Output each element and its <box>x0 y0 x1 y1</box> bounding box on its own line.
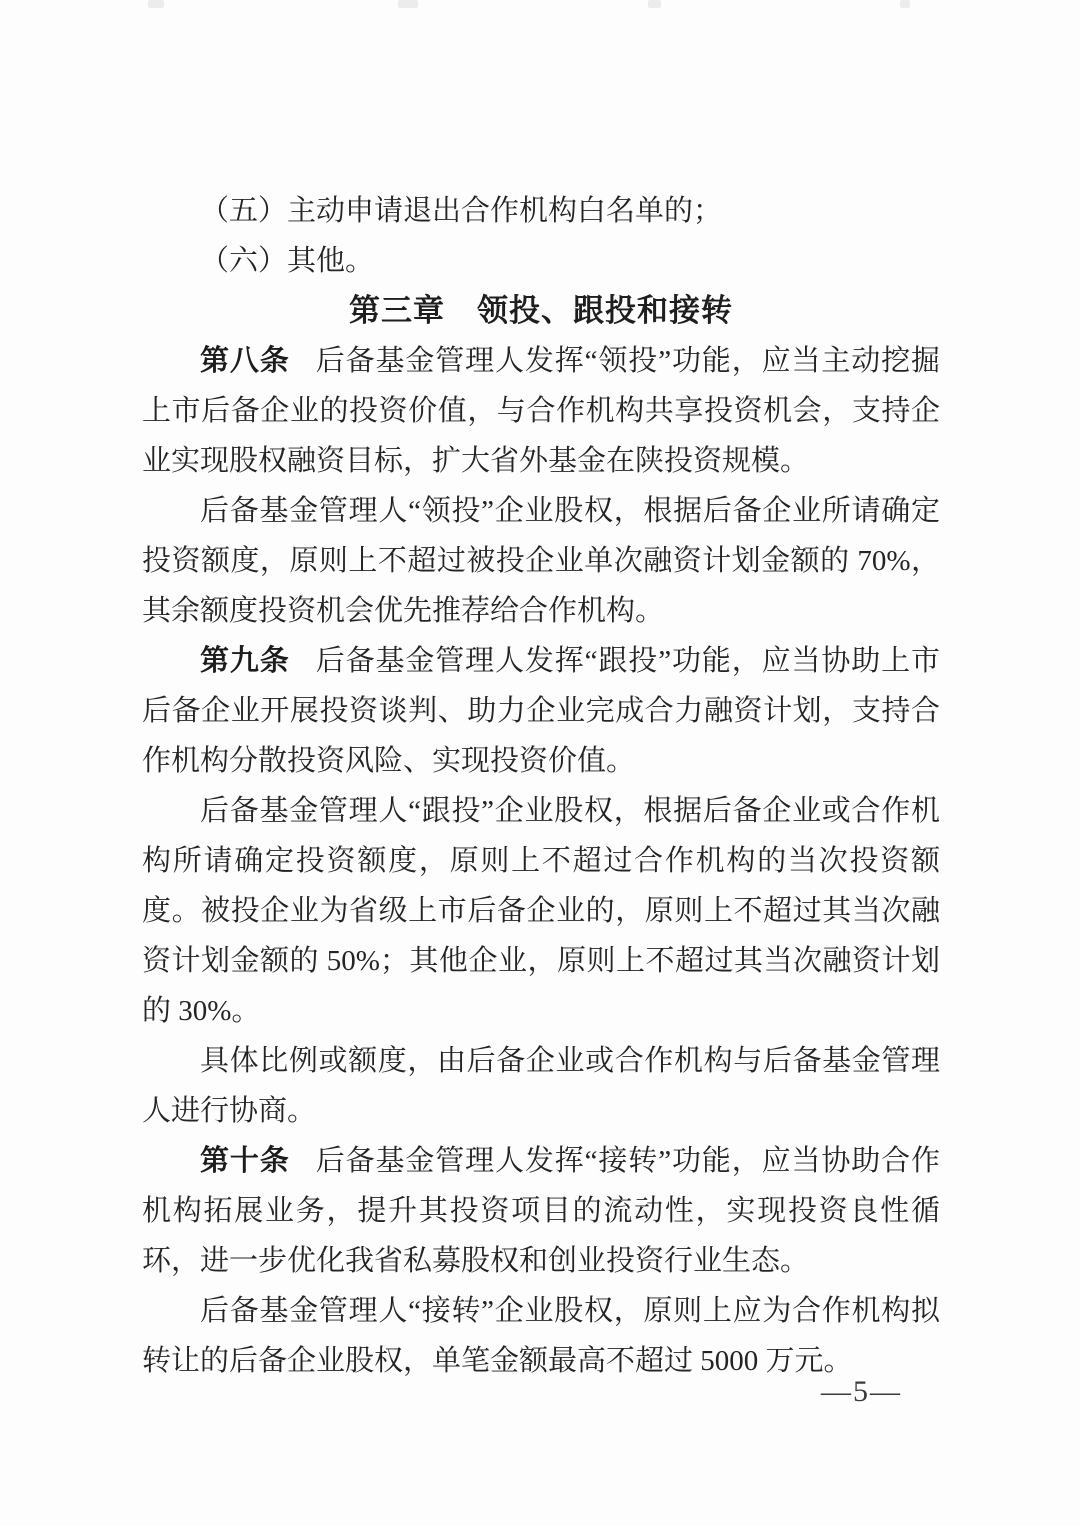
article-paragraph <box>142 636 940 786</box>
clause-list-item <box>142 236 940 286</box>
scan-artifact <box>148 0 164 8</box>
chapter-heading-text: 第三章 领投、跟投和接转 <box>349 293 733 328</box>
article-number: 第八条 <box>200 345 290 377</box>
paragraph-text: 后备基金管理人“接转”企业股权，原则上应为合作机构拟转让的后备企业股权，单笔金额最高不超过 5000 万元。 <box>142 1295 940 1377</box>
chapter-heading <box>142 286 940 336</box>
clause-text: （六）其他。 <box>200 245 375 277</box>
paragraph-text: 后备基金管理人“跟投”企业股权，根据后备企业或合作机构所请确定投资额度，原则上不超过合作机构的当次投资额度。被投企业为省级上市后备企业的，原则上不超过其当次融资计划金额的 50%；其他企业，原则上不超过其当次融资计划的 30%。 <box>142 795 940 1027</box>
clause-list-item <box>142 186 940 236</box>
paragraph <box>142 1286 940 1386</box>
article-paragraph <box>142 336 940 486</box>
paragraph <box>142 786 940 1036</box>
document-body <box>142 186 940 1386</box>
article-number: 第十条 <box>200 1145 290 1177</box>
clause-text: （五）主动申请退出合作机构白名单的； <box>200 195 723 227</box>
paragraph <box>142 1036 940 1136</box>
paragraph <box>142 486 940 636</box>
paragraph-text: 后备基金管理人发挥“跟投”功能，应当协助上市后备企业开展投资谈判、助力企业完成合力融资计划，支持合作机构分散投资风险、实现投资价值。 <box>142 645 940 777</box>
article-paragraph <box>142 1136 940 1286</box>
scan-artifact <box>648 0 661 8</box>
paragraph-text: 具体比例或额度，由后备企业或合作机构与后备基金管理人进行协商。 <box>142 1045 940 1127</box>
paragraph-text: 后备基金管理人“领投”企业股权，根据后备企业所请确定投资额度，原则上不超过被投企业单次融资计划金额的 70%，其余额度投资机会优先推荐给合作机构。 <box>142 495 940 627</box>
page-number: —5— <box>821 1375 902 1408</box>
paragraph-text: 后备基金管理人发挥“领投”功能，应当主动挖掘上市后备企业的投资价值，与合作机构共享投资机会，支持企业实现股权融资目标，扩大省外基金在陕投资规模。 <box>142 345 940 477</box>
paragraph-text: 后备基金管理人发挥“接转”功能，应当协助合作机构拓展业务，提升其投资项目的流动性，实现投资良性循环，进一步优化我省私募股权和创业投资行业生态。 <box>142 1145 940 1277</box>
scan-artifact <box>900 0 910 8</box>
article-number: 第九条 <box>200 645 290 677</box>
scan-artifact <box>398 0 418 8</box>
